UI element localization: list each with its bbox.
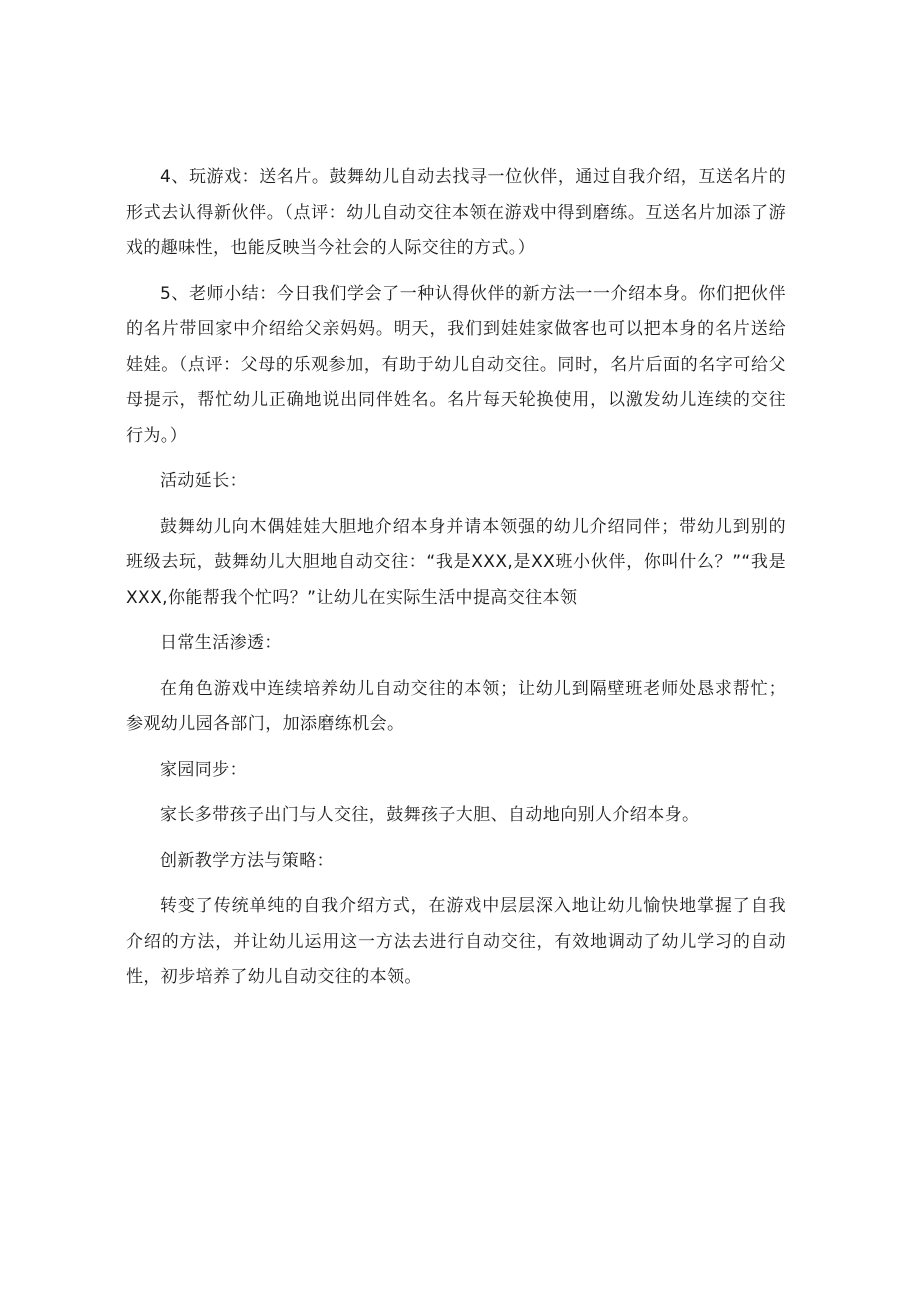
heading-daily-life: 日常生活渗透： <box>160 633 282 653</box>
document-body <box>126 160 786 1006</box>
paragraph-home-school: 家长多带孩子出门与人交往，鼓舞孩子大胆、自动地向别人介绍本身。 <box>160 805 700 825</box>
paragraph-daily-life: 在角色游戏中连续培养幼儿自动交往的本领；让幼儿到隔壁班老师处恳求帮忙；参观幼儿园各部门，加添磨练机会。 <box>126 678 786 734</box>
paragraph-teaching-methods: 转变了传统单纯的自我介绍方式，在游戏中层层深入地让幼儿愉快地掌握了自我介绍的方法，并让幼儿运用这一方法去进行自动交往，有效地调动了幼儿学习的自动性，初步培养了幼儿自动交往的本领。 <box>126 896 786 987</box>
heading-teaching-methods: 创新教学方法与策略： <box>160 850 334 871</box>
heading-activity-extension: 活动延长： <box>160 471 247 491</box>
paragraph-game-business-cards: 4、玩游戏：送名片。鼓舞幼儿自动去找寻一位伙伴，通过自我介绍，互送名片的形式去认得新伙伴。（点评：幼儿自动交往本领在游戏中得到磨练。互送名片加添了游戏的趣味性，也能反映当今社会的人际交往的方式。） <box>126 167 786 258</box>
paragraph-activity-extension: 鼓舞幼儿向木偶娃娃大胆地介绍本身并请本领强的幼儿介绍同伴；带幼儿到别的班级去玩，鼓舞幼儿大胆地自动交往：“我是XXX,是XX班小伙伴，你叫什么？”“我是XXX,你能帮我个忙吗？”让幼儿在实际生活中提高交往本领 <box>126 516 786 608</box>
paragraph-teacher-summary: 5、老师小结：今日我们学会了一种认得伙伴的新方法一一介绍本身。你们把伙伴的名片带回家中介绍给父亲妈妈。明天，我们到娃娃家做客也可以把本身的名片送给娃娃。（点评：父母的乐观参加，有助于幼儿自动交往。同时，名片后面的名字可给父母提示，帮忙幼儿正确地说出同伴姓名。名片每天轮换使用，以激发幼儿连续的交往行为。） <box>126 283 786 446</box>
heading-home-school: 家园同步： <box>160 759 247 780</box>
